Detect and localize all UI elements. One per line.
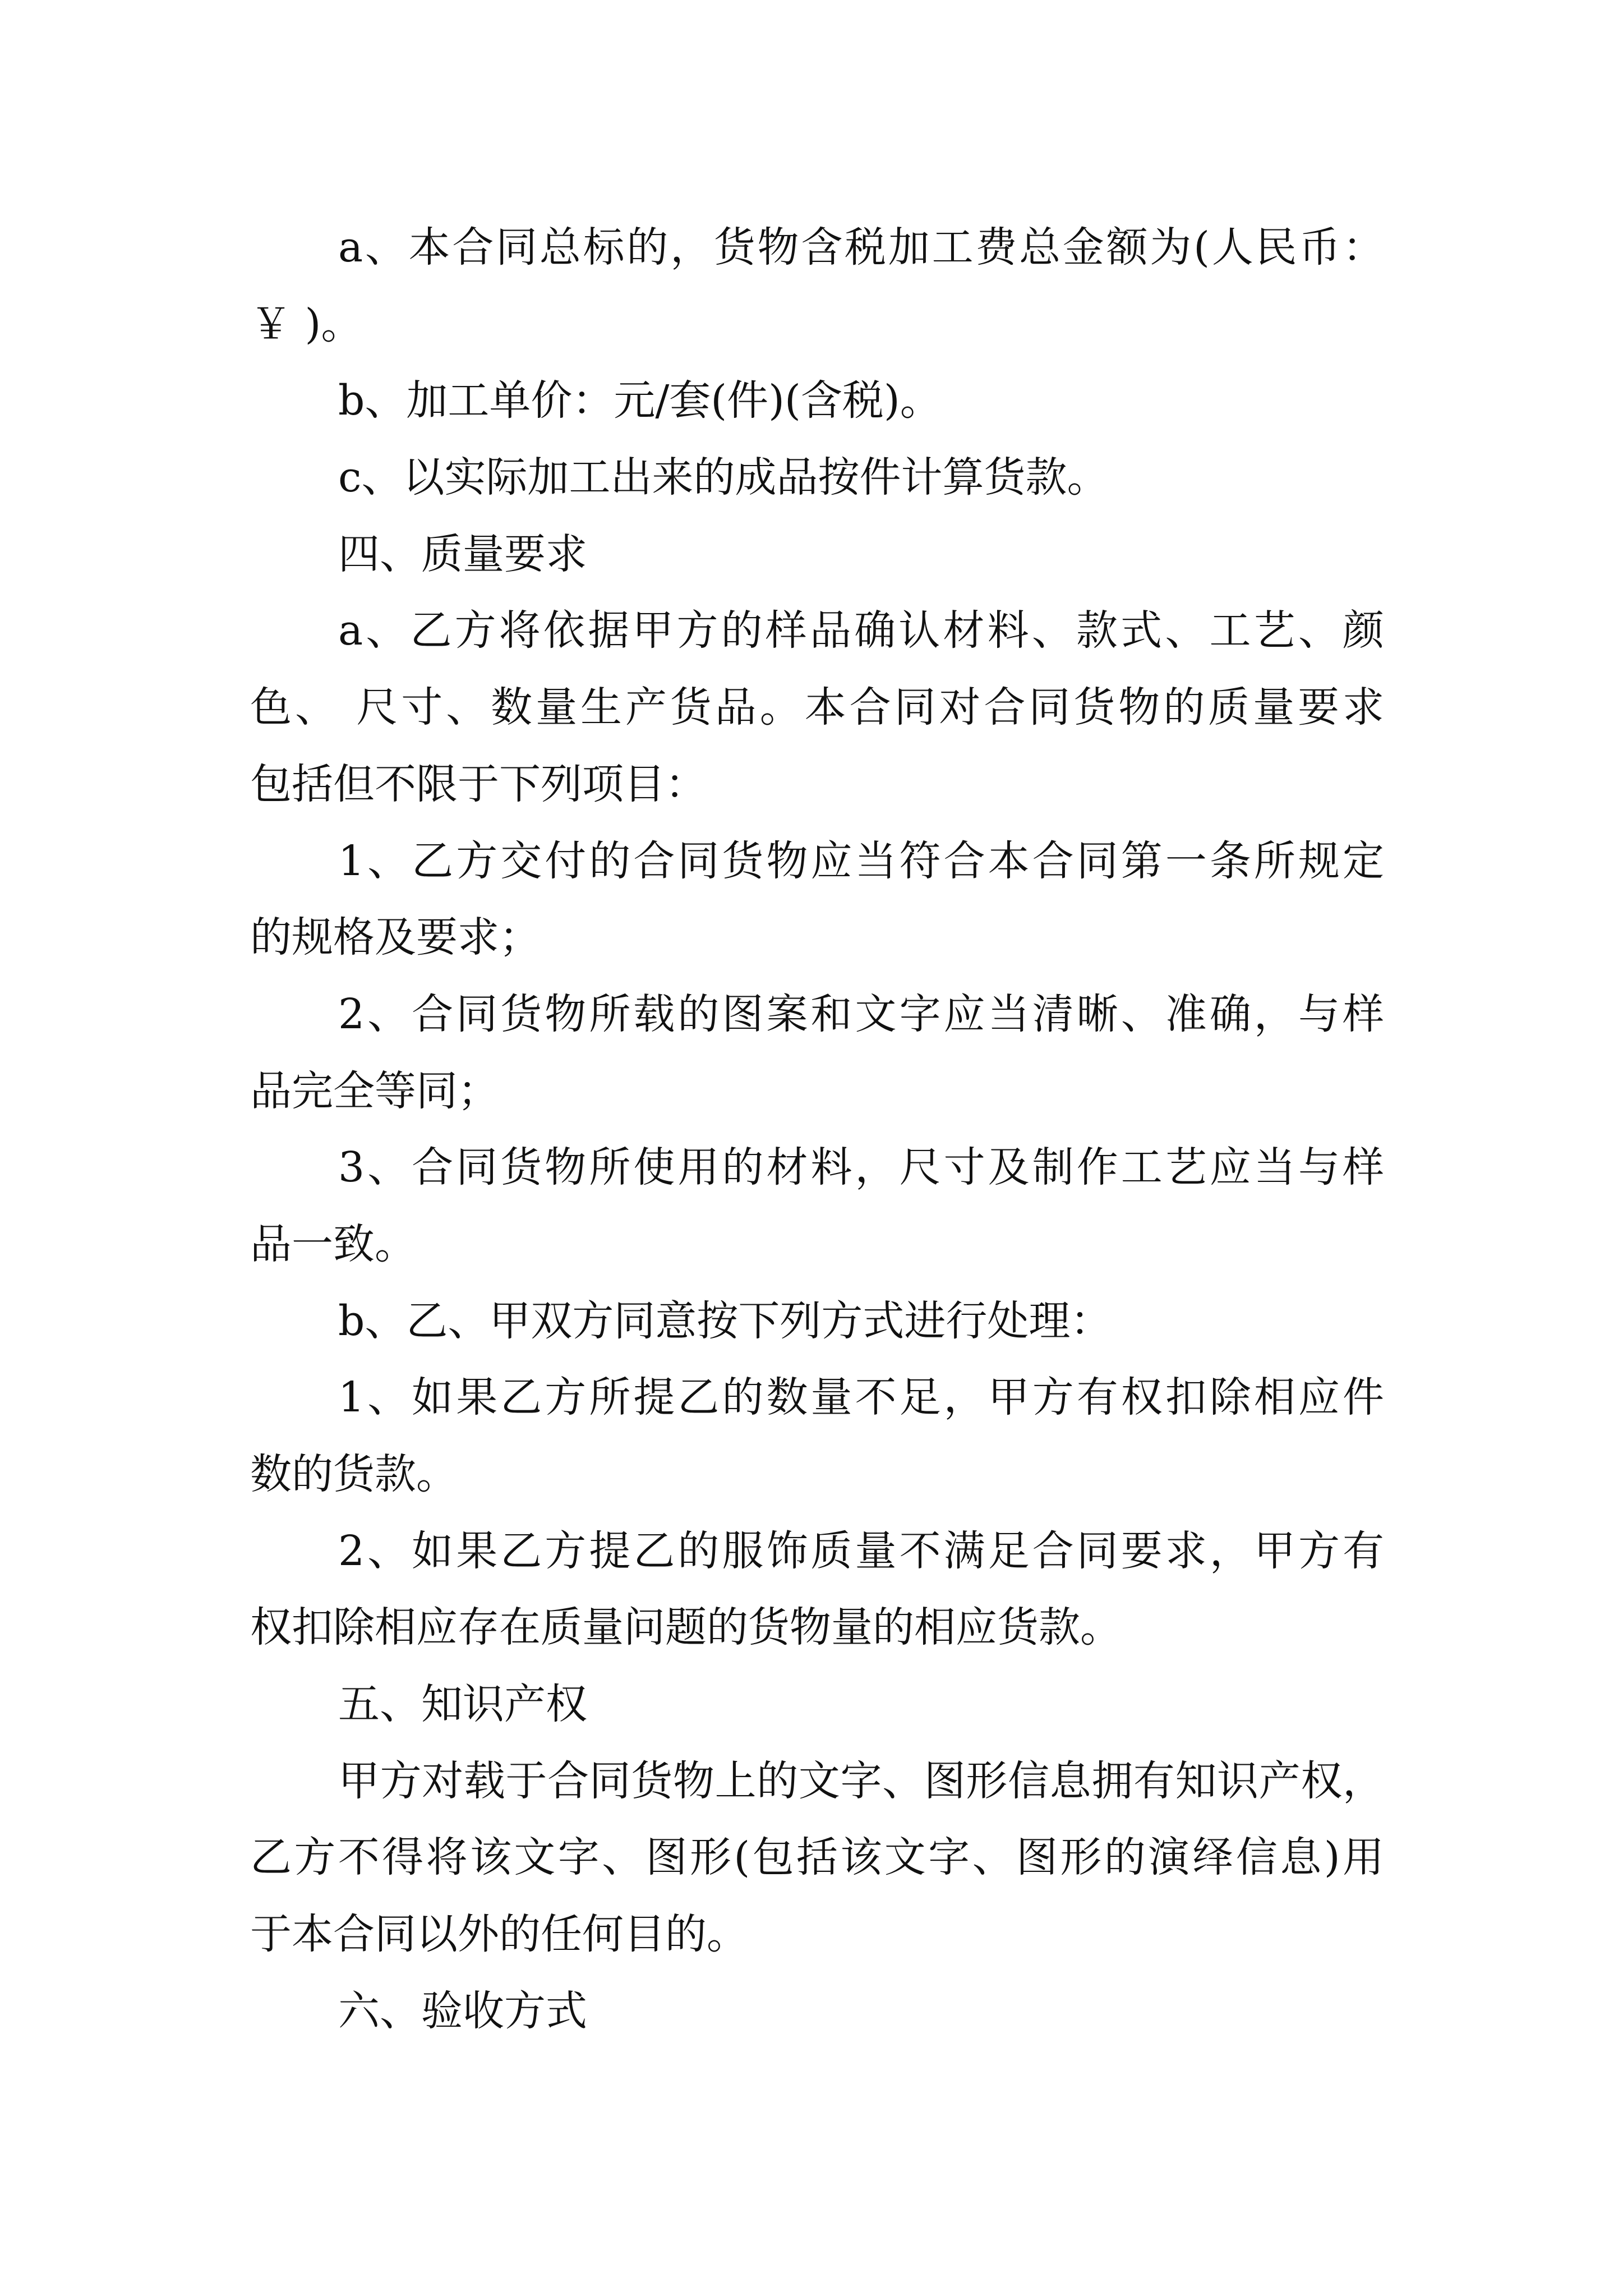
paragraph-unit-price — [250, 362, 1384, 439]
paragraph-line: 色、 尺寸、数量生产货品。本合同对合同货物的质量要求 — [250, 683, 1384, 732]
paragraph-line: 2、如果乙方提乙的服饰质量不满足合同要求，甲方有 — [338, 1526, 1384, 1575]
paragraph-line: 乙方不得将该文字、图形(包括该文字、图形的演绎信息)用 — [250, 1833, 1384, 1882]
paragraph-handling-methods — [250, 1283, 1384, 1360]
paragraph-list-item — [250, 1513, 1384, 1666]
paragraph-line: c、以实际加工出来的成品按件计算货款。 — [338, 453, 1109, 502]
paragraph-list-item — [250, 1129, 1384, 1282]
section-heading — [250, 516, 1384, 593]
paragraph-line: ￥ )。 — [250, 300, 363, 348]
paragraph-line: a、本合同总标的，货物含税加工费总金额为(人民币： — [338, 223, 1384, 272]
paragraph-line: b、加工单价：元/套(件)(含税)。 — [338, 376, 942, 425]
section-heading-text: 六、验收方式 — [338, 1986, 587, 2035]
document-body — [250, 209, 1384, 2050]
paragraph-line: a、乙方将依据甲方的样品确认材料、款式、工艺、颜 — [338, 606, 1384, 655]
section-heading-text: 五、知识产权 — [338, 1680, 587, 1729]
paragraph-line: b、乙、甲双方同意按下列方式进行处理： — [338, 1296, 1112, 1345]
paragraph-list-item — [250, 976, 1384, 1129]
section-heading — [250, 1973, 1384, 2050]
paragraph-line: 品一致。 — [250, 1220, 416, 1268]
paragraph-total-amount — [250, 209, 1384, 362]
paragraph-line: 1、如果乙方所提乙的数量不足，甲方有权扣除相应件 — [338, 1373, 1384, 1422]
paragraph-line: 于本合同以外的任何目的。 — [250, 1910, 748, 1959]
paragraph-line: 数的货款。 — [250, 1450, 458, 1498]
paragraph-intellectual-property — [250, 1743, 1384, 1973]
paragraph-line: 2、合同货物所载的图案和文字应当清晰、准确，与样 — [338, 990, 1384, 1038]
paragraph-quality-basis — [250, 592, 1384, 822]
section-heading — [250, 1666, 1384, 1743]
paragraph-line: 品完全等同； — [250, 1066, 499, 1115]
section-heading-text: 四、质量要求 — [338, 530, 587, 578]
paragraph-line: 甲方对载于合同货物上的文字、图形信息拥有知识产权， — [338, 1756, 1384, 1805]
paragraph-payment-basis — [250, 439, 1384, 516]
paragraph-line: 3、合同货物所使用的材料，尺寸及制作工艺应当与样 — [338, 1143, 1384, 1192]
paragraph-list-item — [250, 1359, 1384, 1512]
paragraph-line: 的规格及要求； — [250, 913, 541, 962]
paragraph-line: 1、乙方交付的合同货物应当符合本合同第一条所规定 — [338, 836, 1384, 885]
paragraph-line: 包括但不限于下列项目： — [250, 760, 707, 808]
paragraph-list-item — [250, 823, 1384, 976]
paragraph-line: 权扣除相应存在质量问题的货物量的相应货款。 — [250, 1603, 1122, 1652]
